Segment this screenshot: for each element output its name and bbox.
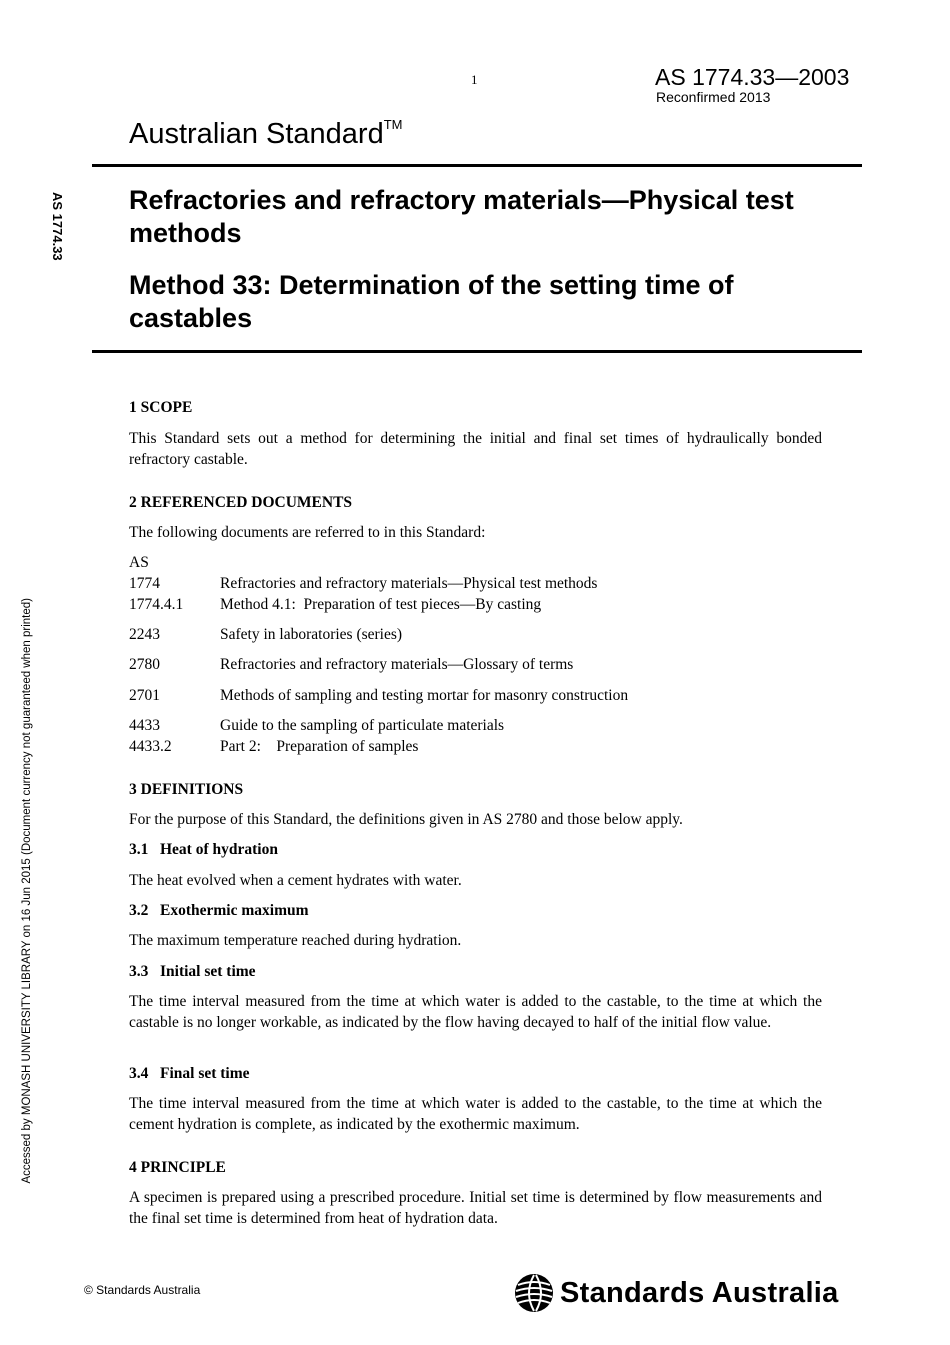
page-number: 1 xyxy=(471,72,478,87)
ref-title: Part 2: Preparation of samples xyxy=(220,738,419,755)
list-item xyxy=(129,573,597,594)
ref-code: 1774 xyxy=(129,575,160,592)
ref-code: 2243 xyxy=(129,626,160,643)
definition-text: The time interval measured from the time at which water is added to the castable, to the time at which the cement hydration is complete, as indicated by the exothermic maximum. xyxy=(129,1095,822,1133)
ref-title: Safety in laboratories (series) xyxy=(220,626,403,643)
ref-code: 2701 xyxy=(129,687,160,704)
title-bottom-rule xyxy=(92,350,862,353)
reconfirmed-note: Reconfirmed 2013 xyxy=(656,89,771,105)
copyright-notice: © Standards Australia xyxy=(84,1283,201,1297)
refdocs-prefix: AS xyxy=(129,554,149,571)
scope-text: This Standard sets out a method for determining the initial and final set times of hydraulically bonded refractory castable. xyxy=(129,430,822,468)
definition-heading: 3.1 Heat of hydration xyxy=(129,841,278,858)
definition-text: The heat evolved when a cement hydrates with water. xyxy=(129,872,462,889)
ref-title: Refractories and refractory materials—Physical test methods xyxy=(220,575,598,592)
trademark-mark: TM xyxy=(383,117,403,132)
definition-heading: 3.4 Final set time xyxy=(129,1065,250,1082)
list-item xyxy=(129,654,573,675)
refdocs-heading: 2 REFERENCED DOCUMENTS xyxy=(129,494,353,511)
definition-text: The maximum temperature reached during hydration. xyxy=(129,932,462,949)
definitions-heading: 3 DEFINITIONS xyxy=(129,781,244,798)
document-title: Refractories and refractory materials—Physical test methods xyxy=(129,185,794,248)
ref-code: 4433.2 xyxy=(129,738,172,755)
principle-heading: 4 PRINCIPLE xyxy=(129,1159,226,1176)
list-item xyxy=(129,594,541,615)
series-title xyxy=(129,117,403,151)
refdocs-intro: The following documents are referred to in this Standard: xyxy=(129,524,486,541)
standard-number: AS 1774.33—2003 xyxy=(655,64,850,90)
access-note: Accessed by MONASH UNIVERSITY LIBRARY on 16 Jun 2015 (Document currency not guaranteed when printed) xyxy=(21,598,33,1184)
list-item xyxy=(129,685,628,706)
principle-text: A specimen is prepared using a prescribed procedure. Initial set time is determined by flow measurements and the final set time is determined from heat of hydration data. xyxy=(129,1189,822,1227)
series-title-text: Australian Standard xyxy=(129,118,384,150)
standards-australia-globe-icon xyxy=(514,1273,554,1313)
scope-heading: 1 SCOPE xyxy=(129,399,193,416)
ref-code: 2780 xyxy=(129,656,160,673)
ref-title: Guide to the sampling of particulate materials xyxy=(220,717,505,734)
title-top-rule xyxy=(92,164,862,167)
ref-title: Methods of sampling and testing mortar for masonry construction xyxy=(220,687,629,704)
method-title: Method 33: Determination of the setting time of castables xyxy=(129,270,734,333)
definition-heading: 3.2 Exothermic maximum xyxy=(129,902,309,919)
ref-title: Refractories and refractory materials—Glossary of terms xyxy=(220,656,574,673)
definitions-intro: For the purpose of this Standard, the definitions given in AS 2780 and those below apply. xyxy=(129,811,683,828)
standards-australia-logo xyxy=(514,1273,839,1313)
ref-code: 1774.4.1 xyxy=(129,596,184,613)
side-standard-code: AS 1774.33 xyxy=(50,192,65,261)
ref-title: Method 4.1: Preparation of test pieces—By casting xyxy=(220,596,542,613)
list-item xyxy=(129,736,418,757)
definition-heading: 3.3 Initial set time xyxy=(129,963,256,980)
ref-code: 4433 xyxy=(129,717,160,734)
list-item xyxy=(129,715,504,736)
definition-text: The time interval measured from the time at which water is added to the castable, to the time at which the castable is no longer workable, as indicated by the flow having decayed to half of the initial flow value. xyxy=(129,993,822,1031)
logo-text: Standards Australia xyxy=(560,1276,839,1309)
list-item xyxy=(129,624,402,645)
